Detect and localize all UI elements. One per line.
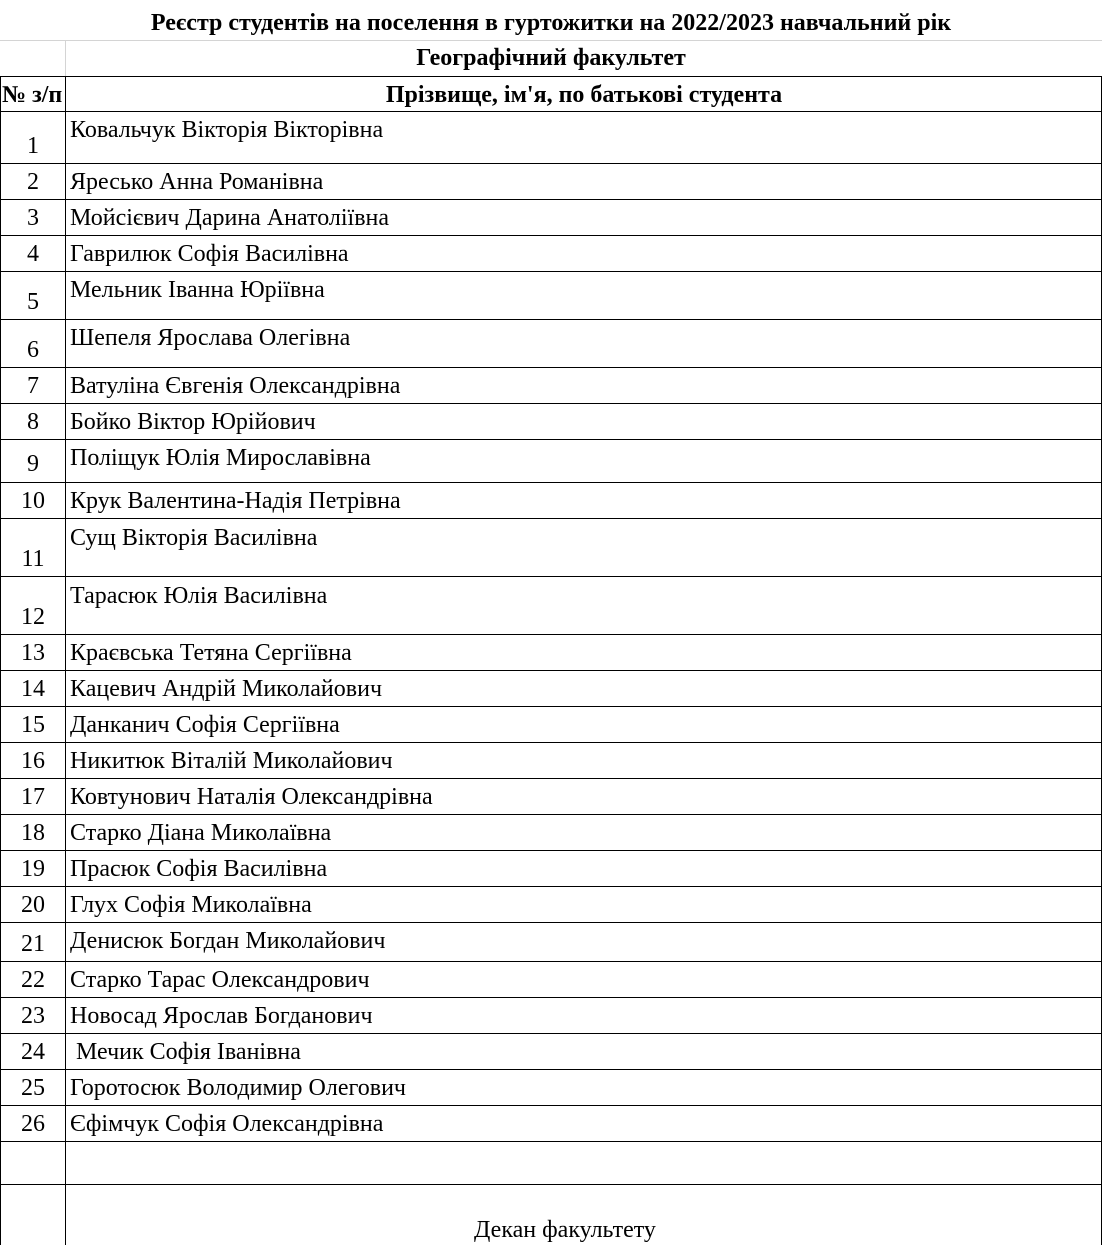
student-name: Поліщук Юлія Мирославівна: [70, 445, 371, 471]
student-name: Данканич Софія Сергіївна: [70, 712, 340, 738]
name-column-header: Прізвище, ім'я, по батькові студента: [385, 82, 783, 108]
row-number: 16: [21, 748, 45, 774]
row-number: 24: [21, 1039, 45, 1065]
student-name: Денисюк Богдан Миколайович: [70, 928, 386, 954]
row-number: 15: [21, 712, 45, 738]
row-border: [0, 670, 1102, 671]
student-name: Тарасюк Юлія Василівна: [70, 583, 328, 609]
student-name: Сущ Вікторія Василівна: [70, 525, 318, 551]
row-number: 11: [21, 546, 45, 572]
row-number: 19: [21, 856, 45, 882]
document-title: Реєстр студентів на поселення в гуртожитки на 2022/2023 навчальний рік: [150, 10, 952, 36]
row-border: [0, 482, 1102, 483]
student-name: Старко Тарас Олександрович: [70, 967, 370, 993]
row-border: [0, 778, 1102, 779]
row-number: 21: [21, 931, 45, 957]
faculty-title: Географічний факультет: [416, 45, 686, 71]
title-gridline-h: [0, 40, 1102, 41]
row-number: 5: [27, 289, 39, 315]
row-border: [0, 1033, 1102, 1034]
student-name: Мечик Софія Іванівна: [70, 1039, 301, 1065]
row-border: [0, 1184, 1102, 1185]
row-border: [0, 367, 1102, 368]
row-border: [0, 199, 1102, 200]
row-border: [0, 814, 1102, 815]
row-border: [0, 1105, 1102, 1106]
row-border: [0, 706, 1102, 707]
row-border: [0, 1141, 1102, 1142]
student-name: Прасюк Софія Василівна: [70, 856, 328, 882]
row-number: 14: [21, 676, 45, 702]
title-gridline: [65, 40, 66, 76]
student-name: Шепеля Ярослава Олегівна: [70, 325, 351, 351]
row-number: 20: [21, 892, 45, 918]
row-border: [0, 961, 1102, 962]
student-name: Мельник Іванна Юріївна: [70, 277, 325, 303]
row-border: [0, 997, 1102, 998]
row-number: 7: [27, 373, 39, 399]
student-name: Ватуліна Євгенія Олександрівна: [70, 373, 401, 399]
student-name: Бойко Віктор Юрійович: [70, 409, 316, 435]
row-border: [0, 1069, 1102, 1070]
row-number: 23: [21, 1003, 45, 1029]
row-number: 6: [27, 337, 39, 363]
row-border: [0, 922, 1102, 923]
student-name: Яресько Анна Романівна: [70, 169, 324, 195]
row-border: [0, 634, 1102, 635]
row-border: [0, 850, 1102, 851]
row-border: [0, 271, 1102, 272]
student-name: Мойсієвич Дарина Анатоліївна: [70, 205, 390, 231]
row-number: 13: [21, 640, 45, 666]
student-name: Глух Софія Миколаївна: [70, 892, 312, 918]
row-border: [0, 163, 1102, 164]
student-name: Кацевич Андрій Миколайович: [70, 676, 383, 702]
row-number: 9: [27, 451, 39, 477]
row-number: 1: [27, 133, 39, 159]
row-border: [0, 576, 1102, 577]
row-border: [0, 439, 1102, 440]
row-number: 10: [21, 488, 45, 514]
student-name: Гаврилюк Софія Василівна: [70, 241, 349, 267]
row-border: [0, 518, 1102, 519]
student-name: Ковальчук Вікторія Вікторівна: [70, 117, 384, 143]
row-border: [0, 111, 1102, 112]
student-name: Горотосюк Володимир Олегович: [70, 1075, 406, 1101]
student-name: Ковтунович Наталія Олександрівна: [70, 784, 433, 810]
row-border: [0, 319, 1102, 320]
number-column-header: № з/п: [2, 82, 63, 108]
row-number: 2: [27, 169, 39, 195]
row-border: [0, 886, 1102, 887]
row-number: 3: [27, 205, 39, 231]
row-border: [0, 235, 1102, 236]
row-number: 17: [21, 784, 45, 810]
row-number: 25: [21, 1075, 45, 1101]
row-number: 22: [21, 967, 45, 993]
student-name: Никитюк Віталій Миколайович: [70, 748, 393, 774]
row-number: 12: [21, 604, 45, 630]
student-name: Єфімчук Софія Олександрівна: [70, 1111, 384, 1137]
student-name: Краєвська Тетяна Сергіївна: [70, 640, 352, 666]
student-name: Старко Діана Миколаївна: [70, 820, 332, 846]
student-name: Новосад Ярослав Богданович: [70, 1003, 373, 1029]
row-number: 18: [21, 820, 45, 846]
student-name: Крук Валентина-Надія Петрівна: [70, 488, 401, 514]
row-border: [0, 403, 1102, 404]
dean-signature-label: Декан факультету: [474, 1217, 656, 1243]
row-number: 26: [21, 1111, 45, 1137]
row-border: [0, 76, 1102, 77]
row-number: 4: [27, 241, 39, 267]
row-border: [0, 742, 1102, 743]
row-number: 8: [27, 409, 39, 435]
